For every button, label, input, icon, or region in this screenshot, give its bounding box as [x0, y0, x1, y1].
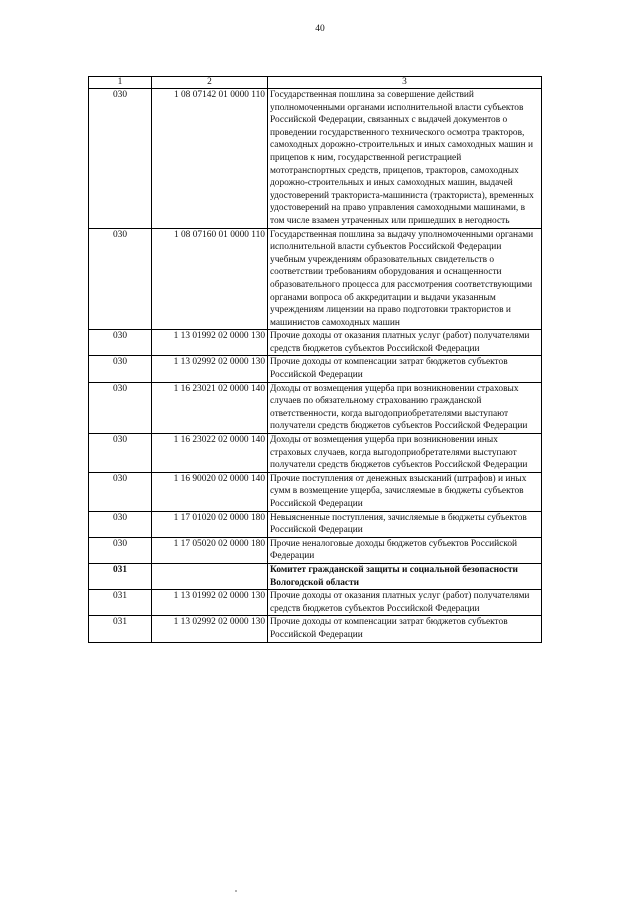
table-body [89, 89, 542, 643]
revenue-code-cell: 1 16 23022 02 0000 140 [152, 434, 268, 473]
admin-code-cell: 031 [89, 563, 152, 589]
table-row [89, 616, 542, 642]
admin-code-cell: 030 [89, 356, 152, 382]
revenue-name-cell: Прочие доходы от компенсации затрат бюджетов субъектов Российской Федерации [268, 616, 542, 642]
revenue-code-cell: 1 17 01020 02 0000 180 [152, 511, 268, 537]
header-col-1: 1 [89, 77, 152, 89]
table-row [89, 228, 542, 330]
revenue-code-cell: 1 08 07160 01 0000 110 [152, 228, 268, 330]
admin-code-cell: 031 [89, 590, 152, 616]
admin-code-cell: 030 [89, 382, 152, 433]
header-col-3: 3 [268, 77, 542, 89]
revenue-name-cell: Прочие доходы от оказания платных услуг (работ) получателями средств бюджетов субъектов Российской Федерации [268, 330, 542, 356]
revenue-code-cell: 1 13 01992 02 0000 130 [152, 330, 268, 356]
admin-code-cell: 030 [89, 228, 152, 330]
admin-code-cell: 030 [89, 330, 152, 356]
table-row [89, 89, 542, 229]
table-row [89, 356, 542, 382]
table-row [89, 537, 542, 563]
header-row [89, 77, 542, 89]
table-row [89, 590, 542, 616]
table-header [89, 77, 542, 89]
table-row [89, 563, 542, 589]
admin-code-cell: 030 [89, 472, 152, 511]
revenue-code-cell: 1 08 07142 01 0000 110 [152, 89, 268, 229]
admin-code-cell: 030 [89, 434, 152, 473]
table-row [89, 472, 542, 511]
revenue-name-cell: Доходы от возмещения ущерба при возникновении иных страховых случаев, когда выгодоприобретателями выступают получатели средств бюджетов субъектов Российской Федерации [268, 434, 542, 473]
revenue-name-cell: Комитет гражданской защиты и социальной безопасности Вологодской области [268, 563, 542, 589]
table-row [89, 382, 542, 433]
revenue-name-cell: Государственная пошлина за совершение действий уполномоченными органами исполнительной власти субъектов Российской Федерации, связанных с выдачей документов о проведении государственного технического осмотра тракторов, самоходных дорожно-строительных и иных самоходных машин и прицепов к ним, государственной регистрацией мототранспортных средств, прицепов, тракторов, самоходных дорожно-строительных и иных самоходных машин, выдачей удостоверений тракториста-машиниста (тракториста), временных удостоверений на право управления самоходными машинами, в том числе взамен утраченных или пришедших в негодность [268, 89, 542, 229]
revenue-code-cell: 1 13 01992 02 0000 130 [152, 590, 268, 616]
table-row [89, 330, 542, 356]
revenue-name-cell: Прочие доходы от компенсации затрат бюджетов субъектов Российской Федерации [268, 356, 542, 382]
revenue-name-cell: Государственная пошлина за выдачу уполномоченными органами исполнительной власти субъектов Российской Федерации учебным учреждениям образовательных свидетельств о соответствии требованиям оборудования и оснащенности образовательного процесса для рассмотрения соответствующими органами вопроса об аккредитации и выдачи указанным учреждениям лицензии на право подготовки трактористов и машинистов самоходных машин [268, 228, 542, 330]
table-row [89, 434, 542, 473]
revenue-code-cell: 1 16 23021 02 0000 140 [152, 382, 268, 433]
revenue-name-cell: Доходы от возмещения ущерба при возникновении страховых случаев по обязательному страхованию гражданской ответственности, когда выгодоприобретателями выступают получатели средств бюджетов субъектов Российской Федерации [268, 382, 542, 433]
scan-mark [235, 890, 237, 892]
admin-code-cell: 030 [89, 537, 152, 563]
page-number: 40 [315, 24, 325, 34]
revenue-name-cell: Прочие поступления от денежных взысканий (штрафов) и иных сумм в возмещение ущерба, зачисляемые в бюджеты субъектов Российской Федерации [268, 472, 542, 511]
revenue-code-cell: 1 17 05020 02 0000 180 [152, 537, 268, 563]
revenue-code-cell: 1 13 02992 02 0000 130 [152, 616, 268, 642]
revenue-name-cell: Прочие доходы от оказания платных услуг (работ) получателями средств бюджетов субъектов Российской Федерации [268, 590, 542, 616]
revenue-codes-table [88, 76, 542, 643]
table-row [89, 511, 542, 537]
admin-code-cell: 030 [89, 89, 152, 229]
revenue-code-cell: 1 13 02992 02 0000 130 [152, 356, 268, 382]
revenue-code-cell [152, 563, 268, 589]
revenue-name-cell: Прочие неналоговые доходы бюджетов субъектов Российской Федерации [268, 537, 542, 563]
header-col-2: 2 [152, 77, 268, 89]
admin-code-cell: 030 [89, 511, 152, 537]
revenue-name-cell: Невыясненные поступления, зачисляемые в бюджеты субъектов Российской Федерации [268, 511, 542, 537]
revenue-code-cell: 1 16 90020 02 0000 140 [152, 472, 268, 511]
admin-code-cell: 031 [89, 616, 152, 642]
